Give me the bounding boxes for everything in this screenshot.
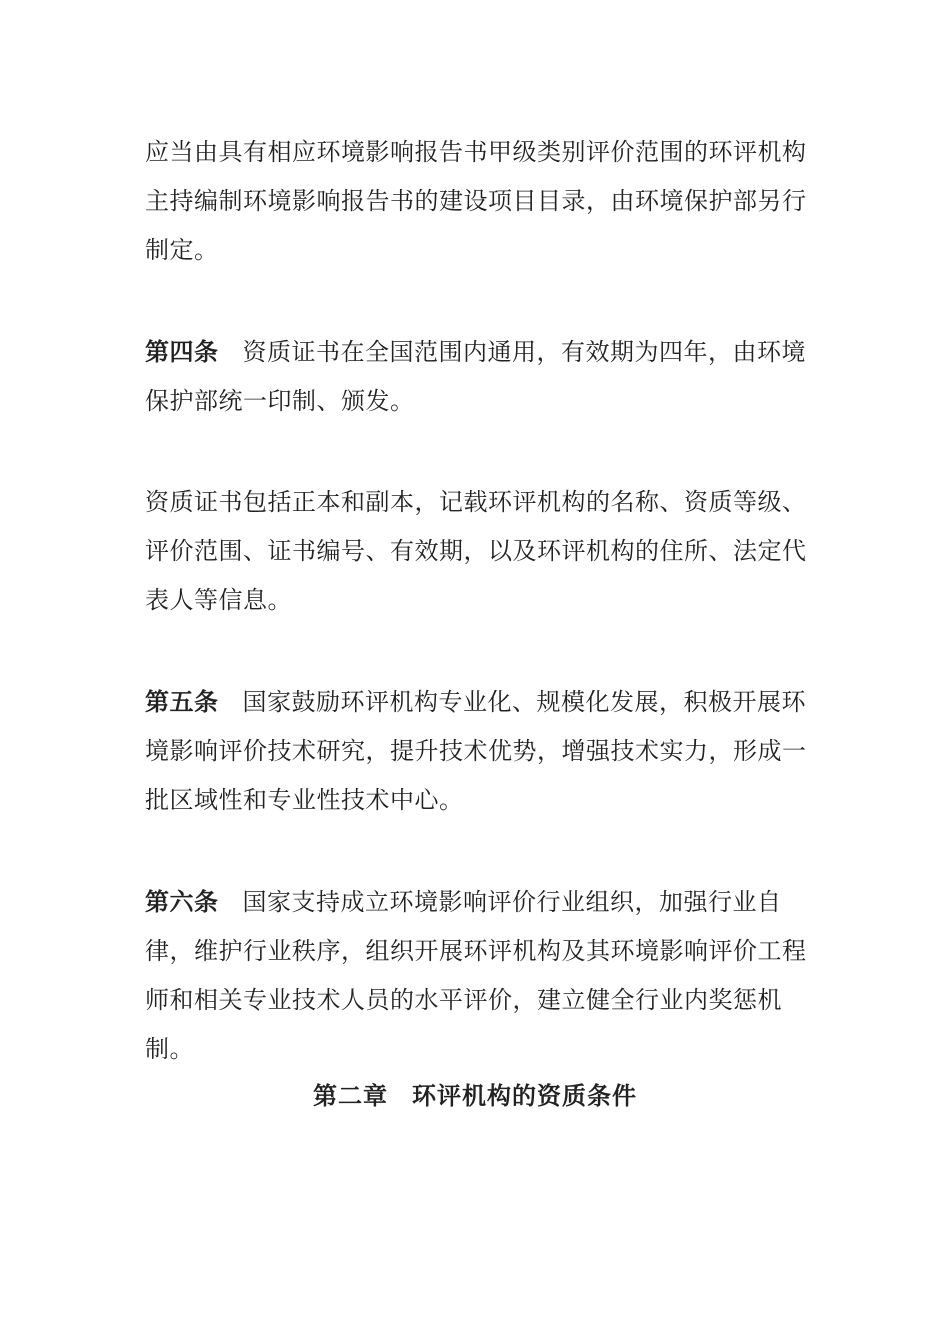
paragraph-text: 资质证书包括正本和副本，记载环评机构的名称、资质等级、评价范围、证书编号、有效期，以及环评机构的住所、法定代表人等信息。 [145,488,807,614]
paragraph-text: 应当由具有相应环境影响报告书甲级类别评价范围的环评机构主持编制环境影响报告书的建设项目目录，由环境保护部另行制定。 [145,138,807,264]
paragraph-text: 资质证书在全国范围内通用，有效期为四年，由环境保护部统一印制、颁发。 [145,338,806,415]
chapter-title: 环评机构的资质条件 [412,1081,637,1110]
paragraph-text: 国家支持成立环境影响评价行业组织，加强行业自律，维护行业秩序，组织开展环评机构及其环境影响评价工程师和相关专业技术人员的水平评价，建立健全行业内奖惩机制。 [145,888,807,1063]
document-body [145,128,817,1074]
article-4-clause-2 [145,478,817,625]
chapter-number: 第二章 [313,1081,388,1110]
article-number: 第六条 [145,887,219,916]
article-6 [145,877,817,1074]
article-number: 第四条 [145,337,219,366]
paragraph-text: 国家鼓励环评机构专业化、规模化发展，积极开展环境影响评价技术研究，提升技术优势，增强技术实力，形成一批区域性和专业性技术中心。 [145,688,807,814]
chapter-heading [0,1076,950,1116]
article-5 [145,677,817,825]
article-4 [145,327,817,426]
paragraph-continuation [145,128,817,275]
article-number: 第五条 [145,687,219,716]
